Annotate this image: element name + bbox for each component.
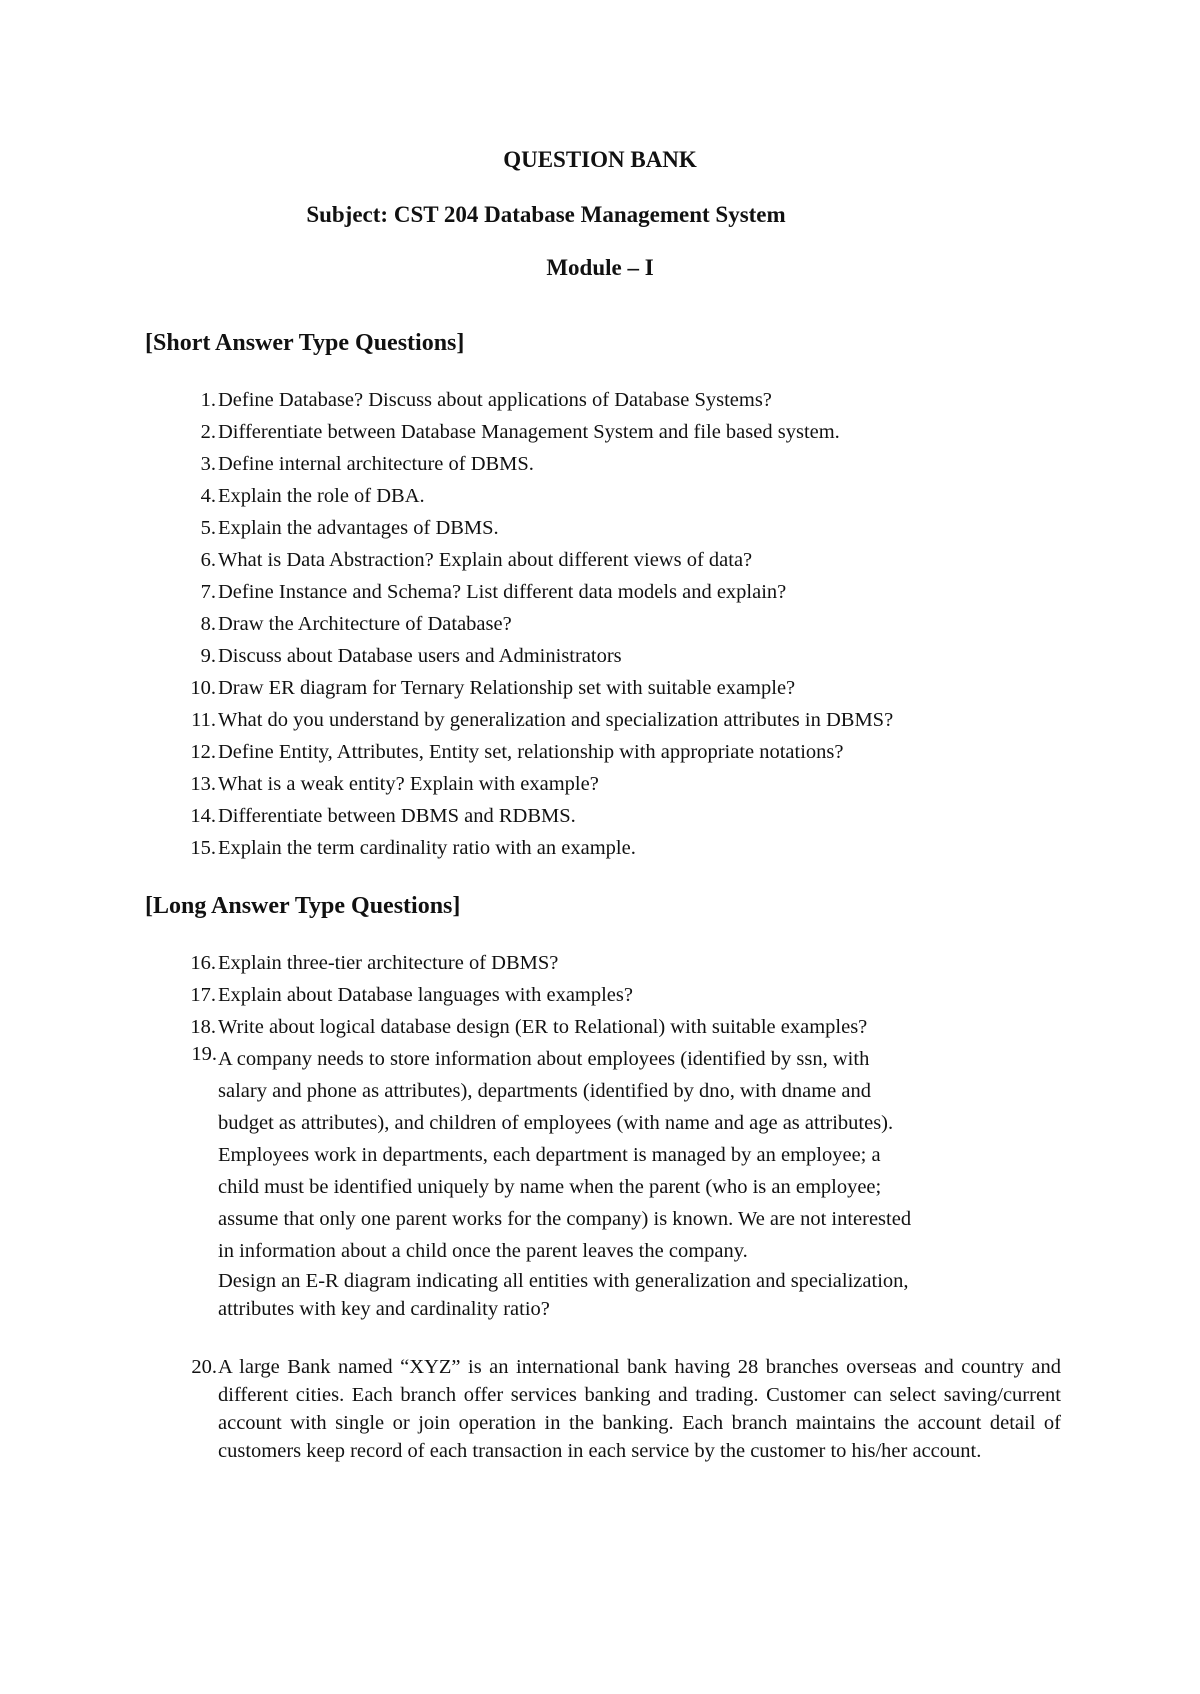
item-text: What is Data Abstraction? Explain about different views of data?	[218, 549, 753, 571]
item-text: Define internal architecture of DBMS.	[218, 453, 534, 475]
question-text: A large Bank named “XYZ” is an international bank having 28 branches overseas and country and different cities. Each branch offer services banking and trading. Customer can select saving/current account with single or join operation in the banking. Each branch maintains the account detail of customers keep record of each transaction in each service by the customer to his/her account.	[218, 1356, 1061, 1462]
question-line: assume that only one parent works for the company) is known. We are not interested	[218, 1208, 912, 1230]
item-text: What is a weak entity? Explain with example?	[218, 773, 599, 795]
item-number: 8.	[200, 613, 216, 635]
item-number: 7.	[200, 581, 216, 603]
list-item	[0, 736, 1078, 768]
item-number: 4.	[200, 485, 216, 507]
item-number: 16.	[190, 952, 216, 974]
item-text: Define Entity, Attributes, Entity set, relationship with appropriate notations?	[218, 741, 844, 763]
question-line: attributes with key and cardinality ratio?	[218, 1298, 550, 1320]
item-text: Define Database? Discuss about applications of Database Systems?	[218, 389, 772, 411]
list-item	[0, 448, 1078, 480]
item-number: 14.	[190, 805, 216, 827]
item-text: Explain the role of DBA.	[218, 485, 425, 507]
list-item	[0, 768, 1078, 800]
item-number: 12.	[190, 741, 216, 763]
list-item	[0, 800, 1078, 832]
item-number: 9.	[200, 645, 216, 667]
question-line: salary and phone as attributes), departments (identified by dno, with dname and	[218, 1080, 871, 1102]
question-line: Design an E-R diagram indicating all entities with generalization and specialization,	[218, 1270, 909, 1292]
item-text: Write about logical database design (ER to Relational) with suitable examples?	[218, 1016, 868, 1038]
list-item	[0, 416, 1078, 448]
question-line: in information about a child once the parent leaves the company.	[218, 1240, 748, 1262]
list-item	[0, 544, 1078, 576]
module-line: Module – I	[546, 255, 654, 280]
question-line: budget as attributes), and children of employees (with name and age as attributes).	[218, 1112, 894, 1134]
list-item	[0, 1011, 1078, 1043]
long-question-list	[0, 947, 1078, 1043]
item-number: 5.	[200, 517, 216, 539]
item-text: Discuss about Database users and Administrators	[218, 645, 622, 667]
item-number: 10.	[190, 677, 216, 699]
item-text: Draw ER diagram for Ternary Relationship set with suitable example?	[218, 677, 796, 699]
item-text: Draw the Architecture of Database?	[218, 613, 512, 635]
list-item	[0, 672, 1078, 704]
question-20	[191, 1353, 1061, 1465]
document-title: QUESTION BANK	[503, 147, 697, 172]
item-text: Differentiate between Database Management System and file based system.	[218, 421, 840, 443]
short-question-list	[0, 384, 1078, 864]
list-item	[0, 608, 1078, 640]
list-item	[0, 832, 1078, 864]
item-text: Define Instance and Schema? List different data models and explain?	[218, 581, 787, 603]
question-line: A company needs to store information about employees (identified by ssn, with	[218, 1048, 870, 1070]
list-item	[0, 979, 1078, 1011]
question-19	[191, 1043, 912, 1323]
item-number: 17.	[190, 984, 216, 1006]
item-text: Explain the term cardinality ratio with an example.	[218, 837, 636, 859]
item-text: Explain about Database languages with examples?	[218, 984, 633, 1006]
item-number: 13.	[190, 773, 216, 795]
list-item	[0, 512, 1078, 544]
short-answer-heading: [Short Answer Type Questions]	[145, 330, 465, 356]
item-number: 6.	[200, 549, 216, 571]
item-number: 15.	[190, 837, 216, 859]
item-text: What do you understand by generalization and specialization attributes in DBMS?	[218, 709, 894, 731]
question-line: child must be identified uniquely by name when the parent (who is an employee;	[218, 1176, 882, 1198]
item-text: Differentiate between DBMS and RDBMS.	[218, 805, 576, 827]
item-number: 11.	[191, 709, 216, 731]
list-item	[0, 576, 1078, 608]
list-item	[0, 480, 1078, 512]
item-text: Explain three-tier architecture of DBMS?	[218, 952, 559, 974]
item-text: Explain the advantages of DBMS.	[218, 517, 499, 539]
list-item	[0, 704, 1078, 736]
list-item	[0, 947, 1078, 979]
question-line: Employees work in departments, each department is managed by an employee; a	[218, 1144, 881, 1166]
item-number: 3.	[200, 453, 216, 475]
item-number: 19.	[191, 1043, 217, 1065]
list-item	[0, 640, 1078, 672]
long-answer-heading: [Long Answer Type Questions]	[145, 893, 461, 919]
item-number: 20.	[191, 1356, 217, 1378]
item-number: 18.	[190, 1016, 216, 1038]
item-number: 2.	[200, 421, 216, 443]
list-item	[0, 384, 1078, 416]
item-number: 1.	[200, 389, 216, 411]
subject-line: Subject: CST 204 Database Management System	[306, 202, 786, 227]
